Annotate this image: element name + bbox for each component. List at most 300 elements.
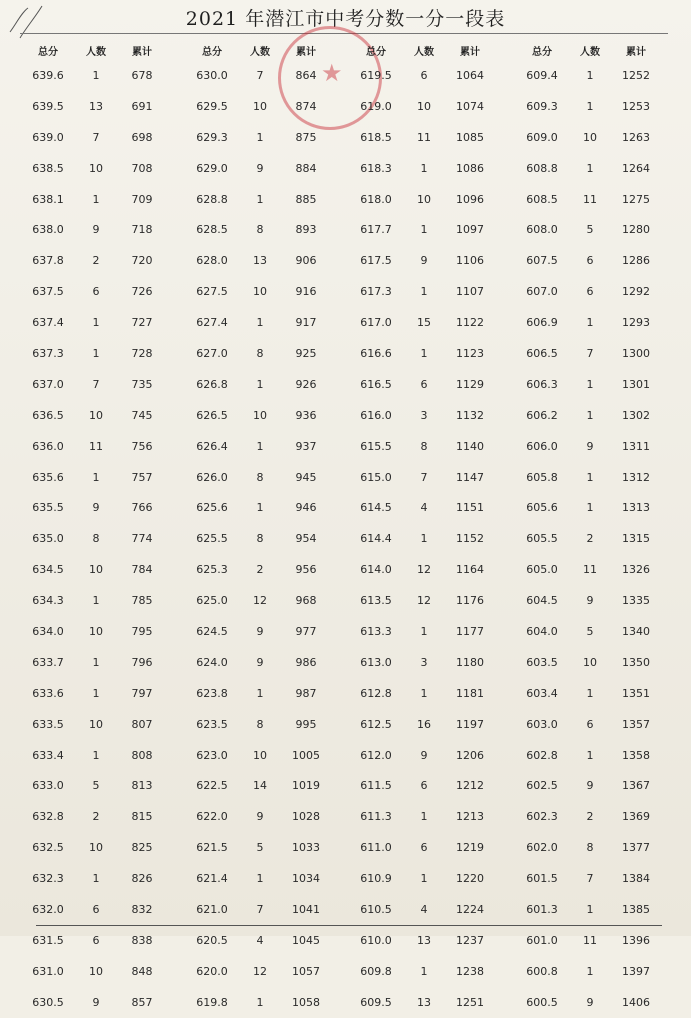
count-cell: 8 (256, 223, 264, 237)
count-cell: 9 (92, 995, 100, 1009)
table-row (516, 770, 676, 801)
score-cell: 618.3 (360, 161, 392, 175)
score-cell: 619.5 (360, 68, 392, 82)
count-cell: 1 (256, 686, 264, 700)
table-row (186, 616, 346, 647)
cumulative-cell: 1096 (456, 192, 484, 206)
header-score: 总分 (532, 46, 552, 58)
table-row (22, 894, 182, 925)
cumulative-cell: 875 (295, 130, 317, 144)
cumulative-cell: 1132 (456, 408, 484, 422)
count-cell: 8 (256, 346, 264, 360)
table-row (516, 122, 676, 153)
score-cell: 603.0 (526, 717, 558, 731)
cumulative-cell: 1028 (292, 810, 320, 824)
count-cell: 1 (586, 99, 594, 113)
count-cell: 8 (256, 717, 264, 731)
cumulative-cell: 807 (131, 717, 153, 731)
cumulative-cell: 678 (131, 68, 153, 82)
table-row (516, 431, 676, 462)
cumulative-cell: 785 (131, 594, 153, 608)
count-cell: 6 (586, 285, 594, 299)
table-row (516, 214, 676, 245)
count-cell: 1 (586, 68, 594, 82)
table-row (516, 678, 676, 709)
score-cell: 612.8 (360, 686, 392, 700)
count-cell: 10 (583, 130, 597, 144)
score-cell: 630.0 (196, 68, 228, 82)
count-cell: 4 (256, 933, 264, 947)
table-column-3 (350, 40, 510, 1018)
count-cell: 10 (89, 964, 103, 978)
score-cell: 600.5 (526, 995, 558, 1009)
cumulative-cell: 1263 (622, 130, 650, 144)
cumulative-cell: 756 (131, 439, 153, 453)
cumulative-cell: 1293 (622, 316, 650, 330)
score-cell: 633.0 (32, 779, 64, 793)
cumulative-cell: 937 (295, 439, 317, 453)
header-cumulative: 累计 (132, 46, 152, 58)
score-cell: 633.7 (32, 655, 64, 669)
table-row (516, 647, 676, 678)
count-cell: 7 (256, 902, 264, 916)
table-row (22, 462, 182, 493)
count-cell: 1 (92, 470, 100, 484)
score-cell: 629.3 (196, 130, 228, 144)
bottom-rule (36, 925, 662, 926)
cumulative-cell: 1264 (622, 161, 650, 175)
score-cell: 616.6 (360, 346, 392, 360)
score-cell: 635.5 (32, 501, 64, 515)
cumulative-cell: 1351 (622, 686, 650, 700)
cumulative-cell: 1147 (456, 470, 484, 484)
table-row (22, 184, 182, 215)
table-row (516, 863, 676, 894)
cumulative-cell: 945 (295, 470, 317, 484)
cumulative-cell: 1397 (622, 964, 650, 978)
cumulative-cell: 745 (131, 408, 153, 422)
cumulative-cell: 926 (295, 377, 317, 391)
score-cell: 611.3 (360, 810, 392, 824)
count-cell: 12 (417, 563, 431, 577)
score-cell: 614.4 (360, 532, 392, 546)
score-cell: 604.5 (526, 594, 558, 608)
table-row (516, 523, 676, 554)
score-cell: 602.0 (526, 841, 558, 855)
cumulative-cell: 893 (295, 223, 317, 237)
table-column-4 (516, 40, 676, 1018)
count-cell: 6 (420, 779, 428, 793)
score-cell: 633.5 (32, 717, 64, 731)
table-row (186, 276, 346, 307)
score-cell: 618.0 (360, 192, 392, 206)
score-cell: 623.0 (196, 748, 228, 762)
table-row (516, 740, 676, 771)
score-cell: 639.0 (32, 130, 64, 144)
count-cell: 1 (420, 285, 428, 299)
cumulative-cell: 906 (295, 254, 317, 268)
score-cell: 608.0 (526, 223, 558, 237)
count-cell: 1 (92, 655, 100, 669)
table-row (350, 214, 510, 245)
table-header (516, 40, 676, 60)
table-row (186, 369, 346, 400)
cumulative-cell: 698 (131, 130, 153, 144)
cumulative-cell: 956 (295, 563, 317, 577)
score-cell: 614.0 (360, 563, 392, 577)
cumulative-cell: 1019 (292, 779, 320, 793)
cumulative-cell: 815 (131, 810, 153, 824)
cumulative-cell: 1315 (622, 532, 650, 546)
table-row (22, 925, 182, 956)
table-row (516, 801, 676, 832)
cumulative-cell: 808 (131, 748, 153, 762)
table-row (516, 616, 676, 647)
score-cell: 634.3 (32, 594, 64, 608)
score-cell: 610.9 (360, 872, 392, 886)
header-score: 总分 (202, 46, 222, 58)
cumulative-cell: 708 (131, 161, 153, 175)
cumulative-cell: 874 (295, 99, 317, 113)
table-row (350, 91, 510, 122)
count-cell: 13 (89, 99, 103, 113)
table-row (186, 894, 346, 925)
count-cell: 1 (420, 872, 428, 886)
score-cell: 605.0 (526, 563, 558, 577)
table-row (350, 925, 510, 956)
score-cell: 621.5 (196, 841, 228, 855)
count-cell: 1 (92, 594, 100, 608)
table-row (350, 956, 510, 987)
score-cell: 633.6 (32, 686, 64, 700)
count-cell: 14 (253, 779, 267, 793)
header-score: 总分 (38, 46, 58, 58)
score-cell: 628.5 (196, 223, 228, 237)
table-row (350, 60, 510, 91)
score-cell: 639.6 (32, 68, 64, 82)
count-cell: 13 (417, 995, 431, 1009)
cumulative-cell: 826 (131, 872, 153, 886)
header-count: 人数 (250, 46, 270, 58)
cumulative-cell: 1206 (456, 748, 484, 762)
table-row (350, 770, 510, 801)
score-cell: 607.5 (526, 254, 558, 268)
count-cell: 3 (420, 655, 428, 669)
cumulative-cell: 1074 (456, 99, 484, 113)
score-cell: 617.5 (360, 254, 392, 268)
count-cell: 1 (420, 964, 428, 978)
score-cell: 607.0 (526, 285, 558, 299)
score-cell: 605.8 (526, 470, 558, 484)
count-cell: 5 (586, 624, 594, 638)
cumulative-cell: 1123 (456, 346, 484, 360)
cumulative-cell: 1280 (622, 223, 650, 237)
cumulative-cell: 1045 (292, 933, 320, 947)
table-header (350, 40, 510, 60)
count-cell: 1 (586, 377, 594, 391)
score-cell: 601.0 (526, 933, 558, 947)
cumulative-cell: 968 (295, 594, 317, 608)
count-cell: 6 (92, 902, 100, 916)
table-row (186, 214, 346, 245)
table-row (350, 863, 510, 894)
count-cell: 9 (586, 439, 594, 453)
count-cell: 11 (583, 933, 597, 947)
score-cell: 606.3 (526, 377, 558, 391)
cumulative-cell: 1311 (622, 439, 650, 453)
table-row (22, 832, 182, 863)
table-row (22, 740, 182, 771)
table-row (186, 801, 346, 832)
count-cell: 1 (92, 748, 100, 762)
score-cell: 606.9 (526, 316, 558, 330)
table-row (516, 709, 676, 740)
count-cell: 6 (92, 933, 100, 947)
count-cell: 10 (89, 841, 103, 855)
score-cell: 613.5 (360, 594, 392, 608)
cumulative-cell: 718 (131, 223, 153, 237)
table-row (22, 987, 182, 1018)
count-cell: 8 (92, 532, 100, 546)
table-row (22, 554, 182, 585)
score-cell: 629.0 (196, 161, 228, 175)
table-row (186, 245, 346, 276)
table-row (350, 709, 510, 740)
table-row (186, 863, 346, 894)
score-cell: 632.8 (32, 810, 64, 824)
score-cell: 638.5 (32, 161, 64, 175)
score-cell: 621.0 (196, 902, 228, 916)
score-cell: 637.0 (32, 377, 64, 391)
cumulative-cell: 1034 (292, 872, 320, 886)
score-cell: 609.3 (526, 99, 558, 113)
count-cell: 12 (253, 964, 267, 978)
table-row (22, 276, 182, 307)
score-cell: 624.5 (196, 624, 228, 638)
score-cell: 610.0 (360, 933, 392, 947)
table-row (186, 153, 346, 184)
score-cell: 621.4 (196, 872, 228, 886)
cumulative-cell: 1292 (622, 285, 650, 299)
count-cell: 9 (420, 254, 428, 268)
table-row (22, 91, 182, 122)
count-cell: 9 (256, 624, 264, 638)
table-row (516, 492, 676, 523)
count-cell: 6 (420, 841, 428, 855)
cumulative-cell: 857 (131, 995, 153, 1009)
cumulative-cell: 1301 (622, 377, 650, 391)
table-row (186, 91, 346, 122)
count-cell: 15 (417, 316, 431, 330)
count-cell: 1 (256, 192, 264, 206)
score-cell: 633.4 (32, 748, 64, 762)
cumulative-cell: 1140 (456, 439, 484, 453)
count-cell: 7 (420, 470, 428, 484)
score-cell: 626.0 (196, 470, 228, 484)
cumulative-cell: 1237 (456, 933, 484, 947)
count-cell: 2 (92, 254, 100, 268)
count-cell: 7 (586, 872, 594, 886)
table-row (350, 987, 510, 1018)
score-cell: 603.4 (526, 686, 558, 700)
count-cell: 11 (417, 130, 431, 144)
count-cell: 9 (92, 501, 100, 515)
score-cell: 618.5 (360, 130, 392, 144)
cumulative-cell: 1176 (456, 594, 484, 608)
count-cell: 11 (89, 439, 103, 453)
cumulative-cell: 735 (131, 377, 153, 391)
table-row (22, 616, 182, 647)
count-cell: 1 (420, 346, 428, 360)
table-column-2 (186, 40, 346, 1018)
count-cell: 8 (256, 532, 264, 546)
score-cell: 609.0 (526, 130, 558, 144)
score-cell: 608.5 (526, 192, 558, 206)
table-row (186, 647, 346, 678)
cumulative-cell: 1057 (292, 964, 320, 978)
table-row (22, 245, 182, 276)
table-row (516, 245, 676, 276)
score-cell: 637.4 (32, 316, 64, 330)
table-row (516, 585, 676, 616)
score-cell: 602.8 (526, 748, 558, 762)
count-cell: 1 (92, 872, 100, 886)
table-row (22, 956, 182, 987)
table-row (186, 554, 346, 585)
table-row (22, 523, 182, 554)
cumulative-cell: 1197 (456, 717, 484, 731)
cumulative-cell: 986 (295, 655, 317, 669)
table-row (516, 832, 676, 863)
table-column-1 (22, 40, 182, 1018)
table-row (186, 431, 346, 462)
cumulative-cell: 728 (131, 346, 153, 360)
cumulative-cell: 1177 (456, 624, 484, 638)
table-row (350, 801, 510, 832)
cumulative-cell: 774 (131, 532, 153, 546)
table-row (350, 307, 510, 338)
count-cell: 1 (256, 377, 264, 391)
cumulative-cell: 795 (131, 624, 153, 638)
table-row (22, 678, 182, 709)
table-row (516, 153, 676, 184)
count-cell: 1 (92, 316, 100, 330)
score-cell: 639.5 (32, 99, 64, 113)
count-cell: 7 (92, 130, 100, 144)
score-cell: 638.1 (32, 192, 64, 206)
cumulative-cell: 884 (295, 161, 317, 175)
score-cell: 635.0 (32, 532, 64, 546)
score-cell: 628.0 (196, 254, 228, 268)
cumulative-cell: 1358 (622, 748, 650, 762)
table-row (516, 462, 676, 493)
cumulative-cell: 1340 (622, 624, 650, 638)
score-cell: 620.0 (196, 964, 228, 978)
count-cell: 10 (253, 99, 267, 113)
count-cell: 9 (586, 594, 594, 608)
cumulative-cell: 832 (131, 902, 153, 916)
score-cell: 626.4 (196, 439, 228, 453)
cumulative-cell: 1367 (622, 779, 650, 793)
table-row (186, 709, 346, 740)
count-cell: 1 (92, 192, 100, 206)
table-row (516, 925, 676, 956)
count-cell: 1 (256, 995, 264, 1009)
cumulative-cell: 1384 (622, 872, 650, 886)
count-cell: 5 (256, 841, 264, 855)
score-cell: 609.5 (360, 995, 392, 1009)
count-cell: 1 (256, 130, 264, 144)
table-row (186, 678, 346, 709)
table-row (22, 214, 182, 245)
count-cell: 10 (253, 285, 267, 299)
cumulative-cell: 1122 (456, 316, 484, 330)
count-cell: 9 (586, 995, 594, 1009)
table-row (516, 60, 676, 91)
cumulative-cell: 1180 (456, 655, 484, 669)
table-row (350, 523, 510, 554)
score-cell: 634.5 (32, 563, 64, 577)
count-cell: 7 (586, 346, 594, 360)
score-cell: 638.0 (32, 223, 64, 237)
score-cell: 616.0 (360, 408, 392, 422)
cumulative-cell: 784 (131, 563, 153, 577)
count-cell: 1 (420, 624, 428, 638)
table-row (22, 307, 182, 338)
score-cell: 609.4 (526, 68, 558, 82)
score-cell: 631.0 (32, 964, 64, 978)
table-row (186, 400, 346, 431)
table-row (350, 338, 510, 369)
count-cell: 8 (420, 439, 428, 453)
score-cell: 625.6 (196, 501, 228, 515)
count-cell: 2 (586, 532, 594, 546)
count-cell: 3 (420, 408, 428, 422)
cumulative-cell: 916 (295, 285, 317, 299)
count-cell: 13 (417, 933, 431, 947)
cumulative-cell: 977 (295, 624, 317, 638)
score-cell: 612.5 (360, 717, 392, 731)
cumulative-cell: 1350 (622, 655, 650, 669)
count-cell: 11 (583, 563, 597, 577)
table-row (22, 801, 182, 832)
count-cell: 9 (256, 655, 264, 669)
count-cell: 9 (256, 810, 264, 824)
score-cell: 634.0 (32, 624, 64, 638)
count-cell: 10 (89, 563, 103, 577)
cumulative-cell: 1377 (622, 841, 650, 855)
table-row (350, 894, 510, 925)
score-cell: 601.3 (526, 902, 558, 916)
score-cell: 608.8 (526, 161, 558, 175)
table-header (186, 40, 346, 60)
count-cell: 2 (256, 563, 264, 577)
header-count: 人数 (414, 46, 434, 58)
cumulative-cell: 720 (131, 254, 153, 268)
table-row (186, 338, 346, 369)
count-cell: 1 (420, 686, 428, 700)
score-cell: 622.5 (196, 779, 228, 793)
count-cell: 1 (586, 408, 594, 422)
score-cell: 602.3 (526, 810, 558, 824)
score-cell: 604.0 (526, 624, 558, 638)
table-row (186, 184, 346, 215)
table-row (516, 894, 676, 925)
cumulative-cell: 946 (295, 501, 317, 515)
cumulative-cell: 727 (131, 316, 153, 330)
table-row (186, 956, 346, 987)
count-cell: 9 (92, 223, 100, 237)
